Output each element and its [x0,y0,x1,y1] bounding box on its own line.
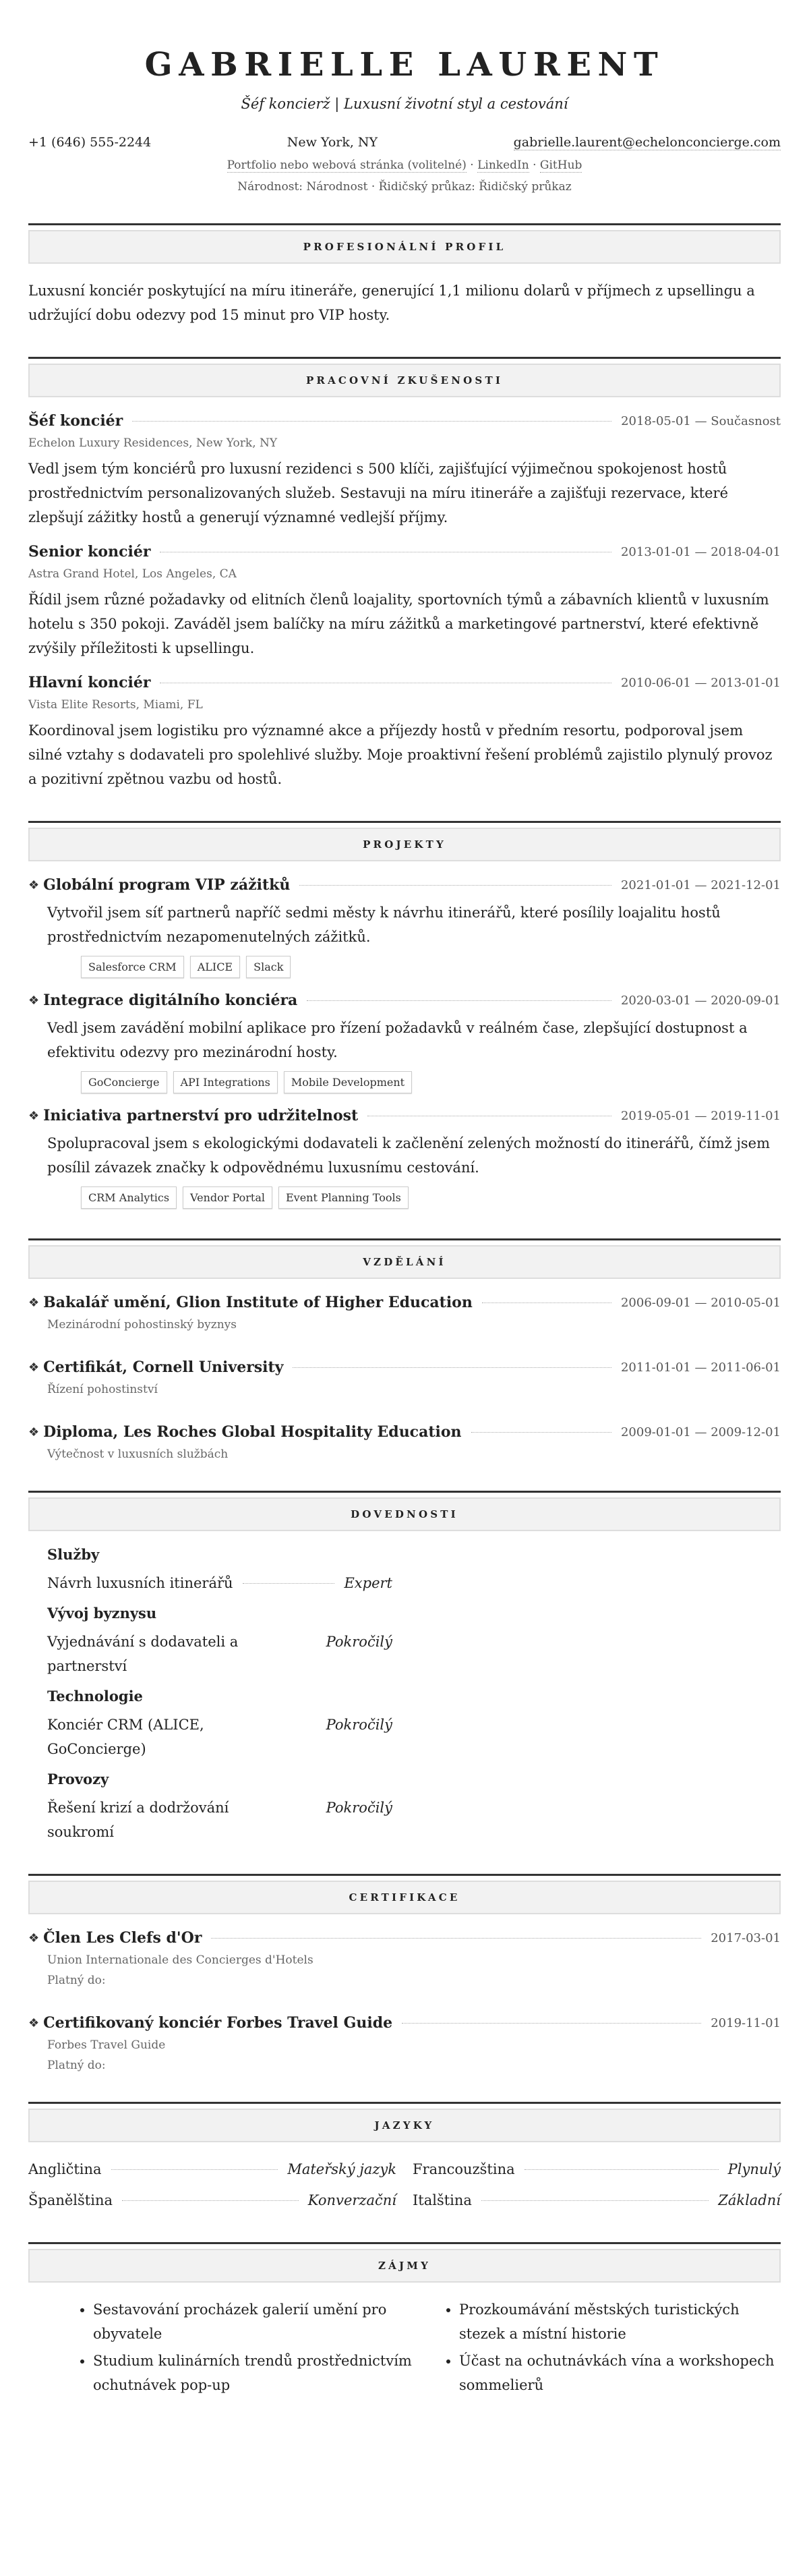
interest-item: • Prozkoumávání městských turistických stezek a místní historie [459,2297,781,2346]
entry-header [28,876,781,894]
entry-header [28,1423,781,1441]
project-entry [28,1107,781,1209]
dotted-leader [293,1367,611,1368]
language-item [413,2188,781,2212]
skill-level: Pokročilý [326,1800,392,1816]
profile-summary: Luxusní konciér poskytující na míru itineráře, generující 1,1 milionu dolarů v příjmech z upsellingu a udržující dobu odezvy pod 15 minut pro VIP hosty. [28,283,755,323]
section-divider [28,357,781,359]
tech-tag: ALICE [190,956,240,978]
skill-name: Konciér CRM (ALICE, GoConcierge) [47,1717,204,1757]
tech-tag: CRM Analytics [81,1186,177,1209]
section-divider [28,2242,781,2244]
linkedin-link[interactable]: LinkedIn [477,159,529,172]
entry-dates: 2018-05-01 — Současnost [621,413,781,428]
entry-title: Hlavní konciér [28,674,151,691]
experience-entry [28,412,781,529]
language-name: Italština [413,2192,472,2208]
dotted-leader [211,1938,701,1939]
entry-title: Certifikovaný konciér Forbes Travel Guide [43,2014,393,2032]
tech-tag: API Integrations [173,1071,278,1093]
candidate-name: GABRIELLE LAURENT [144,46,665,84]
education-entry [28,1294,781,1332]
skill-name: Řešení krizí a dodržování soukromí [47,1800,229,1840]
skill-level: Pokročilý [326,1717,392,1733]
diamond-bullet-icon: ❖ [28,1425,40,1439]
dotted-leader [243,1583,335,1584]
language-name: Francouzština [413,2161,515,2177]
entry-dates: 2011-01-01 — 2011-06-01 [620,1360,781,1375]
language-level: Základní [718,2192,781,2208]
separator: · [466,159,478,172]
language-name: Španělština [28,2192,113,2208]
dotted-leader [307,1000,611,1001]
skill-name: Vyjednávání s dodavateli a partnerství [47,1634,239,1674]
description: Vytvořil jsem síť partnerů napříč sedmi městy k návrhu itinerářů, které posílily loajalitu hostů prostřednictvím nezapomenutelných zážitků. [47,905,721,945]
interest-item: • Účast na ochutnávkách vína a workshopech sommelierů [459,2349,781,2397]
entry-title: Certifikát, Cornell University [43,1358,284,1376]
description: Koordinoval jsem logistiku pro významné akce a příjezdy hostů v předním resortu, podporoval jsem silné vztahy s dodavateli pro spolehlivé služby. Moje proaktivní řešení problémů zajistilo plynulý provoz a pozitivní zpětnou vazbu od hostů. [28,722,773,787]
skill-level: Pokročilý [326,1634,392,1650]
experience-section [28,357,781,791]
entry-header [28,1929,781,1947]
interest-item: • Studium kulinárních trendů prostřednictvím ochutnávek pop-up [93,2349,415,2397]
entry-title: Šéf konciér [28,412,123,430]
tag-list [28,1186,781,1209]
section-heading: ZÁJMY [28,2249,781,2283]
section-divider [28,821,781,823]
tag-list [28,956,781,978]
field-of-study: Mezinárodní pohostinský byznys [47,1318,237,1332]
language-level: Konverzační [307,2192,396,2208]
dotted-leader [299,885,611,886]
headline: Šéf koncierž | Luxusní životní styl a cestování [241,96,568,112]
entry-dates: 2009-01-01 — 2009-12-01 [620,1425,781,1439]
language-item [28,2188,396,2212]
entry-header [28,412,781,430]
description: Řídil jsem různé požadavky od elitních členů loajality, sportovních týmů a zábavních klientů v luxusním hotelu s 350 pokoji. Zaváděl jsem balíčky na míru zážitků a marketingové partnerství, které efektivně zvýšily příležitosti k upsellingu. [28,592,769,656]
project-entry [28,992,781,1093]
section-heading: VZDĚLÁNÍ [28,1245,781,1279]
entry-title: Integrace digitálního konciéra [43,992,298,1009]
skill-name: Návrh luxusních itinerářů [47,1575,233,1591]
entry-dates: 2006-09-01 — 2010-05-01 [620,1295,781,1310]
skills-section [28,1491,781,1844]
entry-dates: 2017-03-01 [711,1930,781,1945]
entry-dates: 2013-01-01 — 2018-04-01 [620,544,781,559]
portfolio-link[interactable]: Portfolio nebo webová stránka (volitelné) [227,159,467,172]
certification-entry [28,2014,781,2072]
skill-item [47,1571,392,1595]
project-entry [28,876,781,978]
entry-title: Iniciativa partnerství pro udržitelnost [43,1107,359,1124]
languages-section [28,2102,781,2212]
entry-title: Člen Les Clefs d'Or [43,1929,202,1947]
dotted-leader [471,1432,611,1433]
valid-until: Platný do: [47,2059,106,2072]
tech-tag: GoConcierge [81,1071,167,1093]
section-heading: JAZYKY [28,2109,781,2142]
skill-category: Služby [47,1546,100,1563]
language-item [413,2157,781,2181]
email-link[interactable]: gabrielle.laurent@echelonconcierge.com [513,135,781,150]
section-heading: CERTIFIKACE [28,1881,781,1914]
section-divider [28,223,781,225]
skill-item [47,1630,392,1678]
dotted-leader [122,2200,299,2201]
valid-until: Platný do: [47,1974,106,1987]
tag-list [28,1071,781,1093]
entry-title: Diploma, Les Roches Global Hospitality Education [43,1423,462,1441]
field-of-study: Výtečnost v luxusních službách [47,1448,229,1461]
personal-meta: Národnost: Národnost · Řidičský průkaz: Řidičský průkaz [237,180,572,194]
skill-category: Technologie [47,1688,143,1705]
entry-dates: 2010-06-01 — 2013-01-01 [620,675,781,690]
section-divider [28,1491,781,1493]
dotted-leader [111,2169,278,2170]
contact-row [28,135,781,150]
language-name: Angličtina [28,2161,102,2177]
tech-tag: Slack [246,956,291,978]
skill-category: Vývoj byznysu [47,1605,157,1622]
description: Vedl jsem tým konciérů pro luxusní rezidenci s 500 klíči, zajišťující výjimečnou spokojenost hostů prostřednictvím personalizovaných služeb. Sestavuji na míru itineráře a zajišťuji rezervace, které zlepšují zážitky hostů a generují významné vedlejší příjmy. [28,461,728,525]
github-link[interactable]: GitHub [539,159,582,172]
education-section [28,1238,781,1461]
tech-tag: Event Planning Tools [278,1186,409,1209]
tech-tag: Vendor Portal [183,1186,272,1209]
diamond-bullet-icon: ❖ [28,1108,40,1123]
certification-entry [28,1929,781,1987]
entry-header [28,992,781,1009]
dotted-leader [132,421,611,422]
diamond-bullet-icon: ❖ [28,993,40,1008]
entry-dates: 2019-05-01 — 2019-11-01 [620,1108,781,1123]
entry-header [28,674,781,691]
profile-links [28,159,781,172]
tech-tag: Mobile Development [284,1071,412,1093]
company: Vista Elite Resorts, Miami, FL [28,698,203,712]
section-heading: PRACOVNÍ ZKUŠENOSTI [28,364,781,397]
description: Spolupracoval jsem s ekologickými dodavateli k začlenění zelených možností do itinerářů, čímž jsem posílil závazek značky k odpovědnému luxusnímu cestování. [47,1135,770,1176]
diamond-bullet-icon: ❖ [28,1360,40,1375]
entry-dates: 2021-01-01 — 2021-12-01 [620,878,781,892]
skill-level: Expert [344,1575,392,1591]
entry-header [28,1294,781,1311]
interests-list-right [442,2297,781,2400]
experience-entry [28,543,781,660]
section-heading: PROJEKTY [28,828,781,861]
section-divider [28,1238,781,1240]
company: Astra Grand Hotel, Los Angeles, CA [28,567,237,581]
phone: +1 (646) 555-2244 [28,135,152,150]
entry-title: Senior konciér [28,543,151,561]
entry-title: Bakalář umění, Glion Institute of Higher Education [43,1294,473,1311]
projects-section [28,821,781,1209]
diamond-bullet-icon: ❖ [28,878,40,892]
diamond-bullet-icon: ❖ [28,1295,40,1310]
entry-header [28,1358,781,1376]
skill-item [47,1713,392,1761]
entry-dates: 2019-11-01 [711,2015,781,2030]
education-entry [28,1423,781,1461]
language-level: Mateřský jazyk [287,2161,396,2177]
interests-section [28,2242,781,2400]
location: New York, NY [287,135,378,150]
interests-list-left [76,2297,415,2400]
skill-item [47,1796,392,1844]
entry-dates: 2020-03-01 — 2020-09-01 [620,993,781,1008]
diamond-bullet-icon: ❖ [28,1930,40,1945]
section-heading: DOVEDNOSTI [28,1497,781,1531]
dotted-leader [525,2169,719,2170]
tech-tag: Salesforce CRM [81,956,184,978]
separator: · [529,159,540,172]
description: Vedl jsem zavádění mobilní aplikace pro řízení požadavků v reálném čase, zlepšující dostupnost a efektivitu odezvy pro mezinárodní hosty. [47,1020,748,1060]
issuer: Union Internationale des Concierges d'Hotels [47,1953,313,1967]
entry-header [28,1107,781,1124]
entry-header [28,2014,781,2032]
certifications-section [28,1874,781,2072]
education-entry [28,1358,781,1396]
language-level: Plynulý [727,2161,781,2177]
dotted-leader [481,2200,709,2201]
skill-category: Provozy [47,1771,109,1787]
diamond-bullet-icon: ❖ [28,2015,40,2030]
company: Echelon Luxury Residences, New York, NY [28,436,278,450]
section-heading: PROFESIONÁLNÍ PROFIL [28,230,781,264]
section-divider [28,1874,781,1876]
profile-section [28,223,781,327]
dotted-leader [402,2023,701,2024]
section-divider [28,2102,781,2104]
language-item [28,2157,396,2181]
entry-title: Globální program VIP zážitků [43,876,291,894]
entry-header [28,543,781,561]
issuer: Forbes Travel Guide [47,2038,166,2052]
interest-item: • Sestavování procházek galerií umění pro obyvatele [93,2297,415,2346]
field-of-study: Řízení pohostinství [47,1383,158,1396]
experience-entry [28,674,781,791]
